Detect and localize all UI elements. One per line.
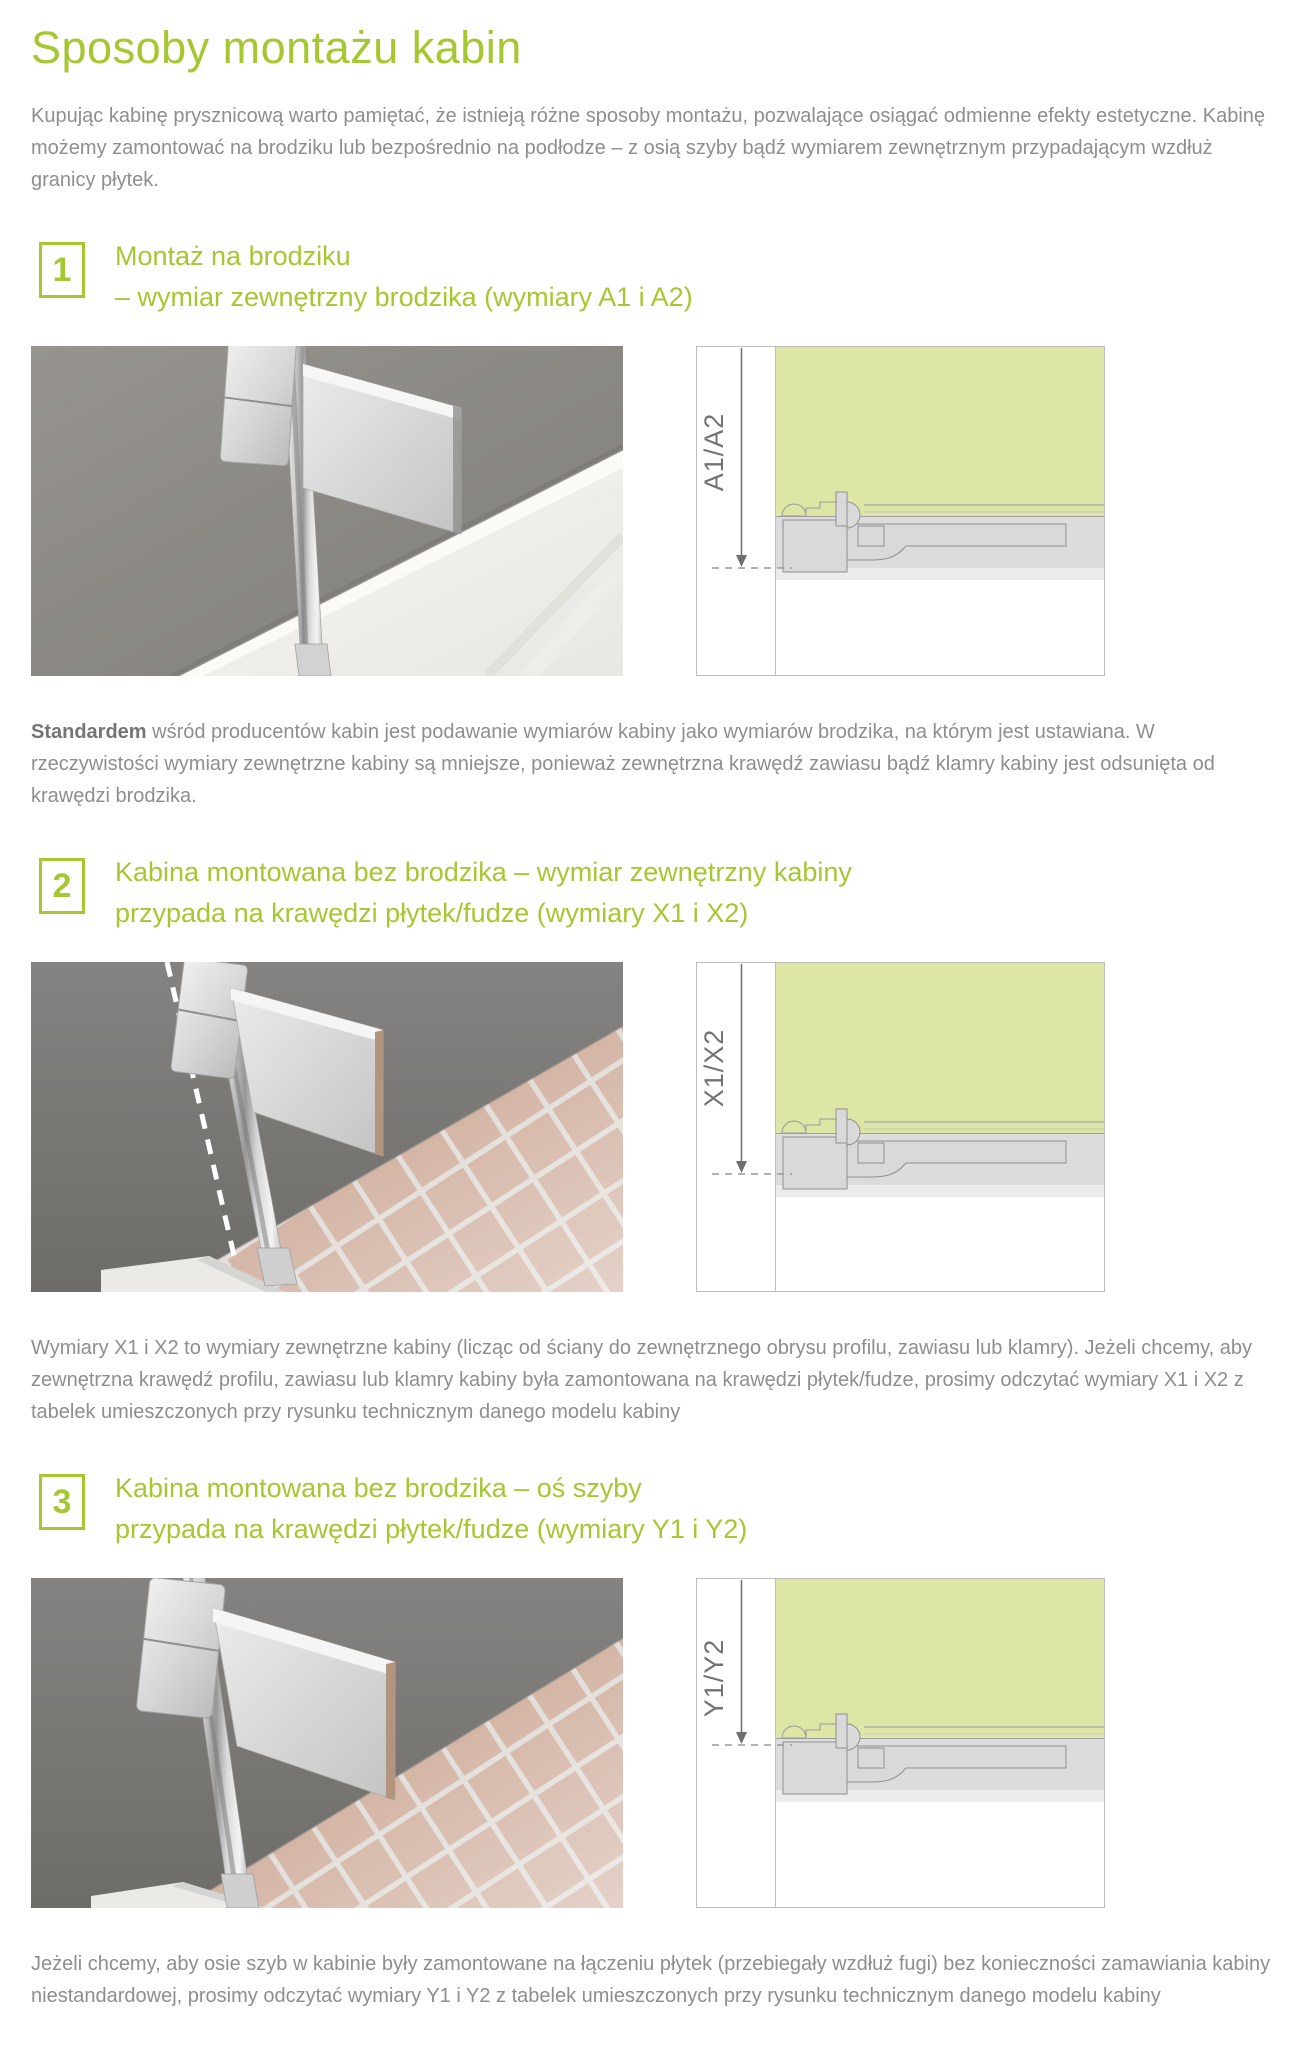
section-2-number-badge: 2 bbox=[39, 858, 85, 914]
section-2-heading-line2: przypada na krawędzi płytek/fudze (wymiary X1 i X2) bbox=[115, 898, 749, 928]
section-1 bbox=[31, 236, 1271, 812]
section-3-caption bbox=[31, 1948, 1271, 2012]
photo-hinge-on-tiles-glass-axis bbox=[31, 1578, 623, 1908]
section-3-heading bbox=[115, 1468, 747, 1550]
profile-foot bbox=[295, 644, 331, 676]
wall-hinge-plate bbox=[136, 1578, 226, 1718]
section-3-number-badge: 3 bbox=[39, 1474, 85, 1530]
caption-text: Wymiary X1 i X2 to wymiary zewnętrzne kabiny (licząc od ściany do zewnętrznego obrysu profilu, zawiasu lub klamry). Jeżeli chcemy, aby zewnętrzna krawędź profilu, zawiasu lub klamry kabiny była zamontowana na krawędzi płytek/fudze, prosimy odczytać wymiary X1 i X2 z tabelek umieszczonych przy rysunku technicznym danego modelu kabiny bbox=[31, 1337, 1253, 1423]
section-3-header bbox=[31, 1468, 1271, 1550]
section-2-caption bbox=[31, 1332, 1271, 1428]
section-3 bbox=[31, 1468, 1271, 2012]
caption-text: wśród producentów kabin jest podawanie wymiarów kabiny jako wymiarów brodzika, na którym jest ustawiana. W rzeczywistości wymiary zewnętrzne kabiny są mniejsze, ponieważ zewnętrzna krawędź zawiasu bądź klamry kabiny jest odsunięta od krawędzi brodzika. bbox=[31, 721, 1215, 807]
section-2-media bbox=[31, 962, 1271, 1292]
section-1-heading bbox=[115, 236, 693, 318]
section-2-header bbox=[31, 852, 1271, 934]
section-2-heading bbox=[115, 852, 852, 934]
section-3-media bbox=[31, 1578, 1271, 1908]
diagram-x1-x2 bbox=[696, 962, 1105, 1292]
section-1-heading-line1: Montaż na brodziku bbox=[115, 241, 351, 271]
section-1-heading-line2: – wymiar zewnętrzny brodzika (wymiary A1 i A2) bbox=[115, 282, 693, 312]
page-title: Sposoby montażu kabin bbox=[31, 22, 522, 73]
diagram-y1-y2 bbox=[696, 1578, 1105, 1908]
photo-hinge-on-shower-tray bbox=[31, 346, 623, 676]
section-3-heading-line2: przypada na krawędzi płytek/fudze (wymiary Y1 i Y2) bbox=[115, 1514, 748, 1544]
section-1-header bbox=[31, 236, 1271, 318]
section-2-heading-line1: Kabina montowana bez brodzika – wymiar zewnętrzny kabiny bbox=[115, 857, 852, 887]
dimension-label: Y1/Y2 bbox=[699, 1638, 729, 1718]
photo-hinge-on-tiles-dashed-edge bbox=[31, 962, 623, 1292]
profile-foot bbox=[221, 1874, 259, 1908]
section-3-heading-line1: Kabina montowana bez brodzika – oś szyby bbox=[115, 1473, 642, 1503]
section-1-caption bbox=[31, 716, 1271, 812]
section-1-number-badge: 1 bbox=[39, 242, 85, 298]
diagram-a1-a2 bbox=[696, 346, 1105, 676]
section-1-media bbox=[31, 346, 1271, 676]
section-2 bbox=[31, 852, 1271, 1428]
caption-text: Jeżeli chcemy, aby osie szyb w kabinie były zamontowane na łączeniu płytek (przebiegały wzdłuż fugi) bez konieczności zamawiania kabiny niestandardowej, prosimy odczytać wymiary Y1 i Y2 z tabelek umieszczonych przy rysunku technicznym danego modelu kabiny bbox=[31, 1953, 1271, 2007]
dimension-label: X1/X2 bbox=[699, 1028, 729, 1108]
wall-hinge-plate bbox=[220, 346, 297, 466]
dimension-label: A1/A2 bbox=[699, 412, 729, 492]
intro-paragraph: Kupując kabinę prysznicową warto pamiętać, że istnieją różne sposoby montażu, pozwalające osiągać odmienne efekty estetyczne. Kabinę możemy zamontować na brodziku lub bezpośrednio na podłodze – z osią szyby bądź wymiarem zewnętrznym przypadającym wzdłuż granicy płytek. bbox=[31, 105, 1266, 191]
caption-lead-bold: Standardem bbox=[31, 721, 147, 743]
